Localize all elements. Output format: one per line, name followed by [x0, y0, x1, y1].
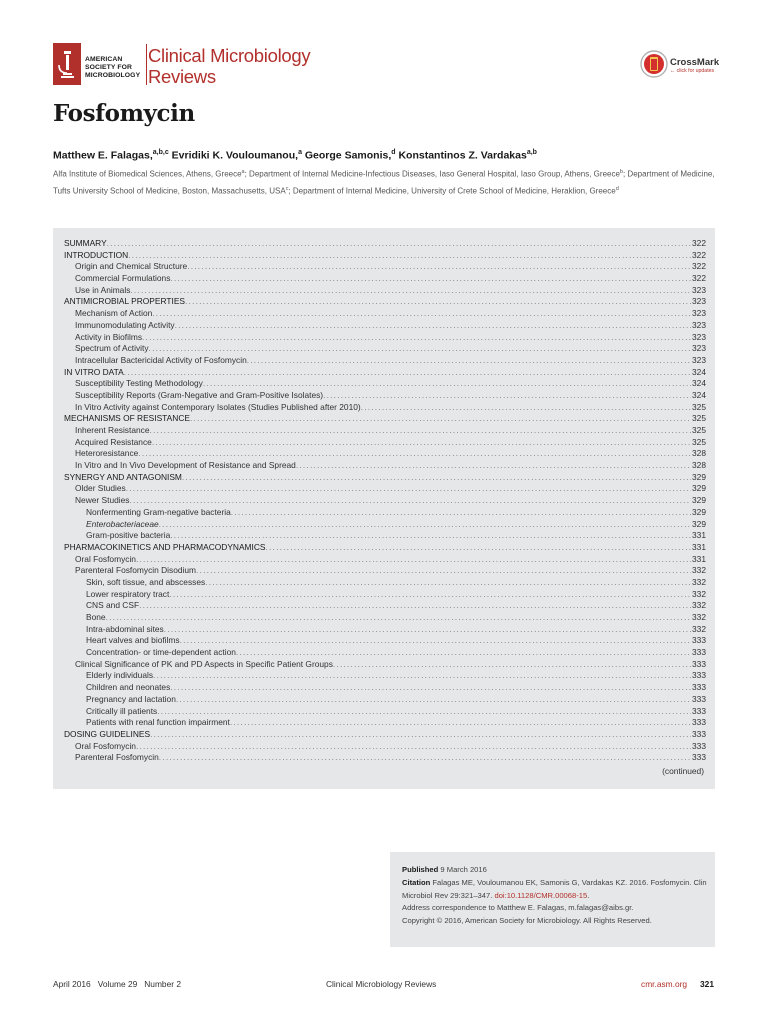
microscope-icon: [53, 43, 81, 85]
footer-issue: April 2016 Volume 29 Number 2: [53, 979, 182, 989]
footer-url[interactable]: cmr.asm.org: [641, 979, 688, 989]
toc-leader-dots: [230, 717, 691, 729]
toc-entry-label: INTRODUCTION: [64, 249, 129, 260]
published-label: Published: [402, 865, 439, 874]
toc-entry-label: Skin, soft tissue, and abscesses: [86, 576, 206, 587]
crossmark-badge[interactable]: [640, 50, 668, 83]
toc-leader-dots: [266, 542, 692, 554]
toc-entry-page: 323: [692, 296, 706, 307]
toc-leader-dots: [142, 332, 691, 344]
toc-entry[interactable]: [64, 261, 706, 273]
author-list: [53, 149, 537, 162]
toc-entry-page: 333: [692, 717, 706, 728]
author-name: Konstantinos Z. Vardakas: [395, 149, 527, 162]
toc-entry[interactable]: [64, 519, 706, 531]
page-number: 321: [700, 979, 714, 989]
toc-entry-label: Commercial Formulations: [75, 273, 171, 284]
toc-entry[interactable]: [64, 635, 706, 647]
toc-entry[interactable]: [64, 308, 706, 320]
asm-org-name: [85, 56, 140, 80]
toc-leader-dots: [182, 472, 691, 484]
toc-leader-dots: [159, 752, 691, 764]
toc-entry[interactable]: [64, 752, 706, 764]
toc-leader-dots: [170, 530, 691, 542]
toc-entry-label: Heteroresistance: [75, 448, 139, 459]
toc-entry[interactable]: [64, 507, 706, 519]
toc-entry-page: 322: [692, 273, 706, 284]
toc-leader-dots: [323, 390, 691, 402]
toc-entry-page: 329: [692, 495, 706, 506]
toc-leader-dots: [152, 437, 691, 449]
toc-entry-page: 323: [692, 284, 706, 295]
published-line: [402, 864, 712, 877]
toc-leader-dots: [361, 402, 691, 414]
toc-leader-dots: [149, 343, 691, 355]
toc-entry-label: Oral Fosfomycin: [75, 553, 136, 564]
citation-line: [402, 877, 712, 903]
toc-entry-page: 331: [692, 553, 706, 564]
toc-entry-label: In Vitro Activity against Contemporary Isolates (Studies Published after 2010): [75, 401, 361, 412]
toc-entry[interactable]: [64, 565, 706, 577]
toc-entry[interactable]: [64, 413, 706, 425]
toc-entry-label: Children and neonates: [86, 682, 171, 693]
toc-entry-page: 329: [692, 518, 706, 529]
toc-entry[interactable]: [64, 659, 706, 671]
doi-suffix: .: [587, 890, 590, 900]
toc-entry[interactable]: [64, 530, 706, 542]
toc-entry[interactable]: [64, 612, 706, 624]
toc-leader-dots: [124, 367, 691, 379]
toc-entry-label: Lower respiratory tract: [86, 588, 170, 599]
toc-leader-dots: [128, 250, 691, 262]
crossmark-subtitle[interactable]: ← click for updates: [670, 68, 715, 74]
toc-entry-page: 325: [692, 425, 706, 435]
toc-leader-dots: [129, 495, 691, 507]
toc-leader-dots: [106, 612, 691, 624]
affiliation-text: ; Department of Internal Medicine, University of Crete School of Medicine, Heraklion, Greece: [288, 186, 616, 196]
journal-name-line2: Reviews: [148, 66, 216, 87]
affiliations: [53, 165, 721, 199]
toc-entry[interactable]: [64, 343, 706, 355]
toc-entry[interactable]: [64, 741, 706, 753]
toc-leader-dots: [153, 670, 691, 682]
toc-entry[interactable]: [64, 285, 706, 297]
toc-entry-label: Origin and Chemical Structure: [75, 261, 188, 272]
toc-entry[interactable]: [64, 729, 706, 741]
toc-entry-label: Critically ill patients: [86, 705, 158, 716]
toc-entry[interactable]: [64, 296, 706, 308]
header-divider: [146, 44, 147, 85]
toc-leader-dots: [136, 741, 691, 753]
journal-name: [148, 45, 310, 87]
toc-leader-dots: [138, 448, 691, 460]
toc-entry-page: 333: [692, 647, 706, 658]
toc-leader-dots: [190, 413, 691, 425]
org-name-line: AMERICAN: [85, 56, 123, 63]
toc-entry[interactable]: [64, 670, 706, 682]
author-name: Evridiki K. Vouloumanou,: [168, 149, 299, 162]
affiliation-marker: b: [619, 169, 623, 175]
toc-leader-dots: [157, 706, 691, 718]
toc-entry-page: 333: [692, 682, 706, 693]
toc-leader-dots: [196, 565, 691, 577]
toc-leader-dots: [159, 519, 691, 531]
toc-entry-label: Mechanism of Action: [75, 308, 153, 319]
toc-leader-dots: [170, 273, 691, 285]
toc-entry-page: 332: [692, 588, 706, 599]
affiliation-marker: c: [285, 186, 289, 193]
toc-entry-label: Parenteral Fosfomycin Disodium: [75, 565, 197, 576]
toc-leader-dots: [126, 483, 691, 495]
toc-entry-page: 332: [692, 600, 706, 611]
toc-entry-label: Susceptibility Reports (Gram-Negative and Gram-Positive Isolates): [75, 389, 324, 400]
toc-leader-dots: [152, 308, 691, 320]
toc-entry-label: SUMMARY: [64, 238, 107, 248]
toc-entry[interactable]: [64, 694, 706, 706]
org-name-line: SOCIETY FOR: [85, 64, 133, 71]
citation-text: Falagas ME, Vouloumanou EK, Samonis G, Vardakas KZ. 2016. Fosfomycin. Clin Microbiol Rev 29:321–347.: [402, 877, 707, 900]
toc-entry-page: 324: [692, 389, 706, 400]
toc-entry[interactable]: [64, 706, 706, 718]
toc-entry-label: Inherent Resistance: [75, 425, 150, 435]
toc-leader-dots: [185, 296, 691, 308]
toc-entry-page: 322: [692, 249, 706, 260]
asm-logo-mark: [53, 43, 81, 85]
toc-entry[interactable]: [64, 460, 706, 472]
article-title: Fosfomycin: [53, 100, 195, 127]
toc-leader-dots: [130, 285, 691, 297]
toc-entry-page: 333: [692, 658, 706, 669]
toc-entry[interactable]: [64, 554, 706, 566]
toc-entry-label: Spectrum of Activity: [75, 343, 149, 354]
toc-entry-label: Enterobacteriaceae: [86, 518, 159, 529]
toc-entry-label: CNS and CSF: [86, 600, 140, 611]
toc-entry[interactable]: [64, 495, 706, 507]
toc-entry-label: Heart valves and biofilms: [86, 635, 180, 646]
toc-leader-dots: [187, 261, 691, 273]
toc-entry[interactable]: [64, 483, 706, 495]
toc-entry-label: Immunomodulating Activity: [75, 319, 175, 330]
toc-entry[interactable]: [64, 589, 706, 601]
toc-entry[interactable]: [64, 390, 706, 402]
published-date: 9 March 2016: [440, 865, 487, 874]
author-affiliation-marker: a,b: [526, 149, 537, 156]
author-affiliation-marker: a: [298, 149, 302, 156]
toc-entry[interactable]: [64, 682, 706, 694]
toc-leader-dots: [236, 647, 691, 659]
toc-entry-page: 333: [692, 635, 706, 646]
toc-entry-label: Parenteral Fosfomycin: [75, 752, 159, 763]
toc-entry-label: Intracellular Bactericidal Activity of Fosfomycin: [75, 354, 247, 365]
toc-leader-dots: [247, 355, 691, 367]
toc-entry-label: Oral Fosfomycin: [75, 740, 136, 751]
affiliation-marker: d: [615, 186, 619, 193]
toc-entry-page: 331: [692, 530, 706, 541]
footer-journal: Clinical Microbiology Reviews: [326, 979, 437, 989]
toc-entry-label: MECHANISMS OF RESISTANCE: [64, 413, 190, 424]
toc-leader-dots: [170, 682, 691, 694]
toc-entry[interactable]: [64, 624, 706, 636]
correspondence-line: Address correspondence to Matthew E. Falagas, m.falagas@aibs.gr.: [402, 903, 634, 913]
author-name: Matthew E. Falagas,: [53, 149, 153, 162]
toc-entry-label: Intra-abdominal sites: [86, 623, 164, 634]
toc-entry-page: 325: [692, 436, 706, 447]
toc-leader-dots: [107, 238, 691, 250]
toc-entry-label: Activity in Biofilms: [75, 331, 143, 342]
toc-leader-dots: [164, 624, 691, 636]
toc-entry-label: Concentration- or time-dependent action: [86, 647, 236, 658]
toc-entry[interactable]: [64, 332, 706, 344]
toc-entry[interactable]: [64, 647, 706, 659]
toc-entry-page: 328: [692, 460, 706, 471]
toc-leader-dots: [333, 659, 691, 671]
toc-entry-page: 323: [692, 319, 706, 330]
toc-entry[interactable]: [64, 600, 706, 612]
toc-entry-page: 329: [692, 471, 706, 482]
affiliation-text: ; Department of Internal Medicine-Infectious Diseases, Iaso General Hospital, Iaso Group, Athens, Greece: [244, 169, 620, 179]
toc-entry[interactable]: [64, 425, 706, 437]
toc-entry-page: 332: [692, 612, 706, 622]
toc-entry-page: 323: [692, 308, 706, 319]
toc-entry-page: 333: [692, 752, 706, 763]
toc-entry-label: DOSING GUIDELINES: [64, 728, 151, 739]
author-affiliation-marker: a,b,c: [152, 149, 169, 156]
doi-link[interactable]: doi:10.1128/CMR.00068-15: [494, 890, 588, 900]
toc-entry[interactable]: [64, 437, 706, 449]
toc-entry-label: IN VITRO DATA: [64, 366, 124, 377]
toc-entry-page: 333: [692, 705, 706, 716]
toc-leader-dots: [175, 320, 691, 332]
toc-entry-page: 324: [692, 378, 706, 389]
copyright-line: Copyright © 2016, American Society for Microbiology. All Rights Reserved.: [402, 916, 652, 926]
toc-leader-dots: [176, 694, 691, 706]
citation-label: Citation: [402, 877, 431, 887]
toc-entry[interactable]: [64, 448, 706, 460]
toc-entry[interactable]: [64, 472, 706, 484]
toc-entry[interactable]: [64, 717, 706, 729]
toc-entry[interactable]: [64, 577, 706, 589]
toc-entry[interactable]: [64, 355, 706, 367]
toc-entry[interactable]: [64, 402, 706, 414]
toc-entry-page: 333: [692, 670, 706, 681]
journal-name-line1: Clinical Microbiology: [148, 45, 311, 66]
toc-entry[interactable]: [64, 250, 706, 262]
toc-entry-label: Elderly individuals: [86, 670, 154, 681]
toc-entry-page: 329: [692, 483, 706, 494]
toc-leader-dots: [203, 378, 691, 390]
toc-leader-dots: [205, 577, 691, 589]
toc-continued-note: (continued): [662, 766, 704, 776]
toc-entry-page: 323: [692, 354, 706, 365]
toc-entry-page: 322: [692, 261, 706, 272]
toc-entry-label: Use in Animals: [75, 284, 131, 295]
toc-entry-label: ANTIMICROBIAL PROPERTIES: [64, 296, 185, 307]
toc-entry[interactable]: [64, 367, 706, 379]
toc-leader-dots: [169, 589, 691, 601]
affiliation-text: ; Department of Medicine, Tufts University School of Medicine, Boston, Massachusetts, USA: [53, 169, 715, 196]
toc-entry[interactable]: [64, 320, 706, 332]
toc-entry-page: 325: [692, 413, 706, 424]
toc-entry[interactable]: [64, 378, 706, 390]
toc-entry-label: Bone: [86, 612, 106, 622]
toc-leader-dots: [296, 460, 691, 472]
affiliation-marker: a: [241, 169, 245, 175]
toc-entry-label: Gram-positive bacteria: [86, 530, 171, 541]
toc-entry-page: 328: [692, 448, 706, 459]
toc-entry-label: Older Studies: [75, 483, 126, 494]
toc-entry-label: Newer Studies: [75, 495, 130, 506]
crossmark-title[interactable]: CrossMark: [670, 57, 720, 68]
toc-entry-label: SYNERGY AND ANTAGONISM: [64, 471, 182, 482]
toc-entry-page: 323: [692, 343, 706, 354]
author-name: George Samonis,: [301, 149, 392, 162]
affiliation-text: Alfa Institute of Biomedical Sciences, Athens, Greece: [53, 169, 242, 179]
toc-entry-page: 324: [692, 366, 706, 377]
toc-entry-page: 325: [692, 401, 706, 412]
toc-entry-label: Patients with renal function impairment: [86, 717, 230, 728]
toc-entry[interactable]: [64, 238, 706, 250]
toc-leader-dots: [150, 425, 692, 437]
toc-entry-label: Pregnancy and lactation: [86, 693, 176, 704]
toc-entry-label: PHARMACOKINETICS AND PHARMACODYNAMICS: [64, 541, 266, 552]
publication-info: [402, 864, 712, 928]
toc-entry-page: 322: [692, 238, 706, 248]
toc-entry-page: 333: [692, 740, 706, 751]
toc-entry-label: In Vitro and In Vivo Development of Resistance and Spread: [75, 460, 296, 471]
toc-entry-page: 323: [692, 331, 706, 342]
toc-entry-page: 333: [692, 728, 706, 739]
author-affiliation-marker: d: [391, 149, 396, 156]
toc-leader-dots: [150, 729, 691, 741]
toc-entry-page: 333: [692, 693, 706, 704]
crossmark-icon: [640, 50, 668, 78]
toc-entry-page: 331: [692, 541, 706, 552]
table-of-contents: [64, 238, 706, 764]
toc-entry-label: Susceptibility Testing Methodology: [75, 378, 203, 389]
toc-entry-page: 332: [692, 576, 706, 587]
toc-entry-page: 329: [692, 506, 706, 517]
toc-leader-dots: [136, 554, 691, 566]
toc-entry-label: Clinical Significance of PK and PD Aspects in Specific Patient Groups: [75, 658, 333, 669]
toc-entry-page: 332: [692, 565, 706, 576]
toc-leader-dots: [231, 507, 691, 519]
toc-entry[interactable]: [64, 273, 706, 285]
org-name-line: MICROBIOLOGY: [85, 72, 141, 79]
toc-entry[interactable]: [64, 542, 706, 554]
toc-entry-label: Nonfermenting Gram-negative bacteria: [86, 506, 231, 517]
toc-entry-page: 332: [692, 623, 706, 634]
toc-entry-label: Acquired Resistance: [75, 436, 152, 447]
toc-leader-dots: [180, 635, 691, 647]
toc-leader-dots: [139, 600, 691, 612]
